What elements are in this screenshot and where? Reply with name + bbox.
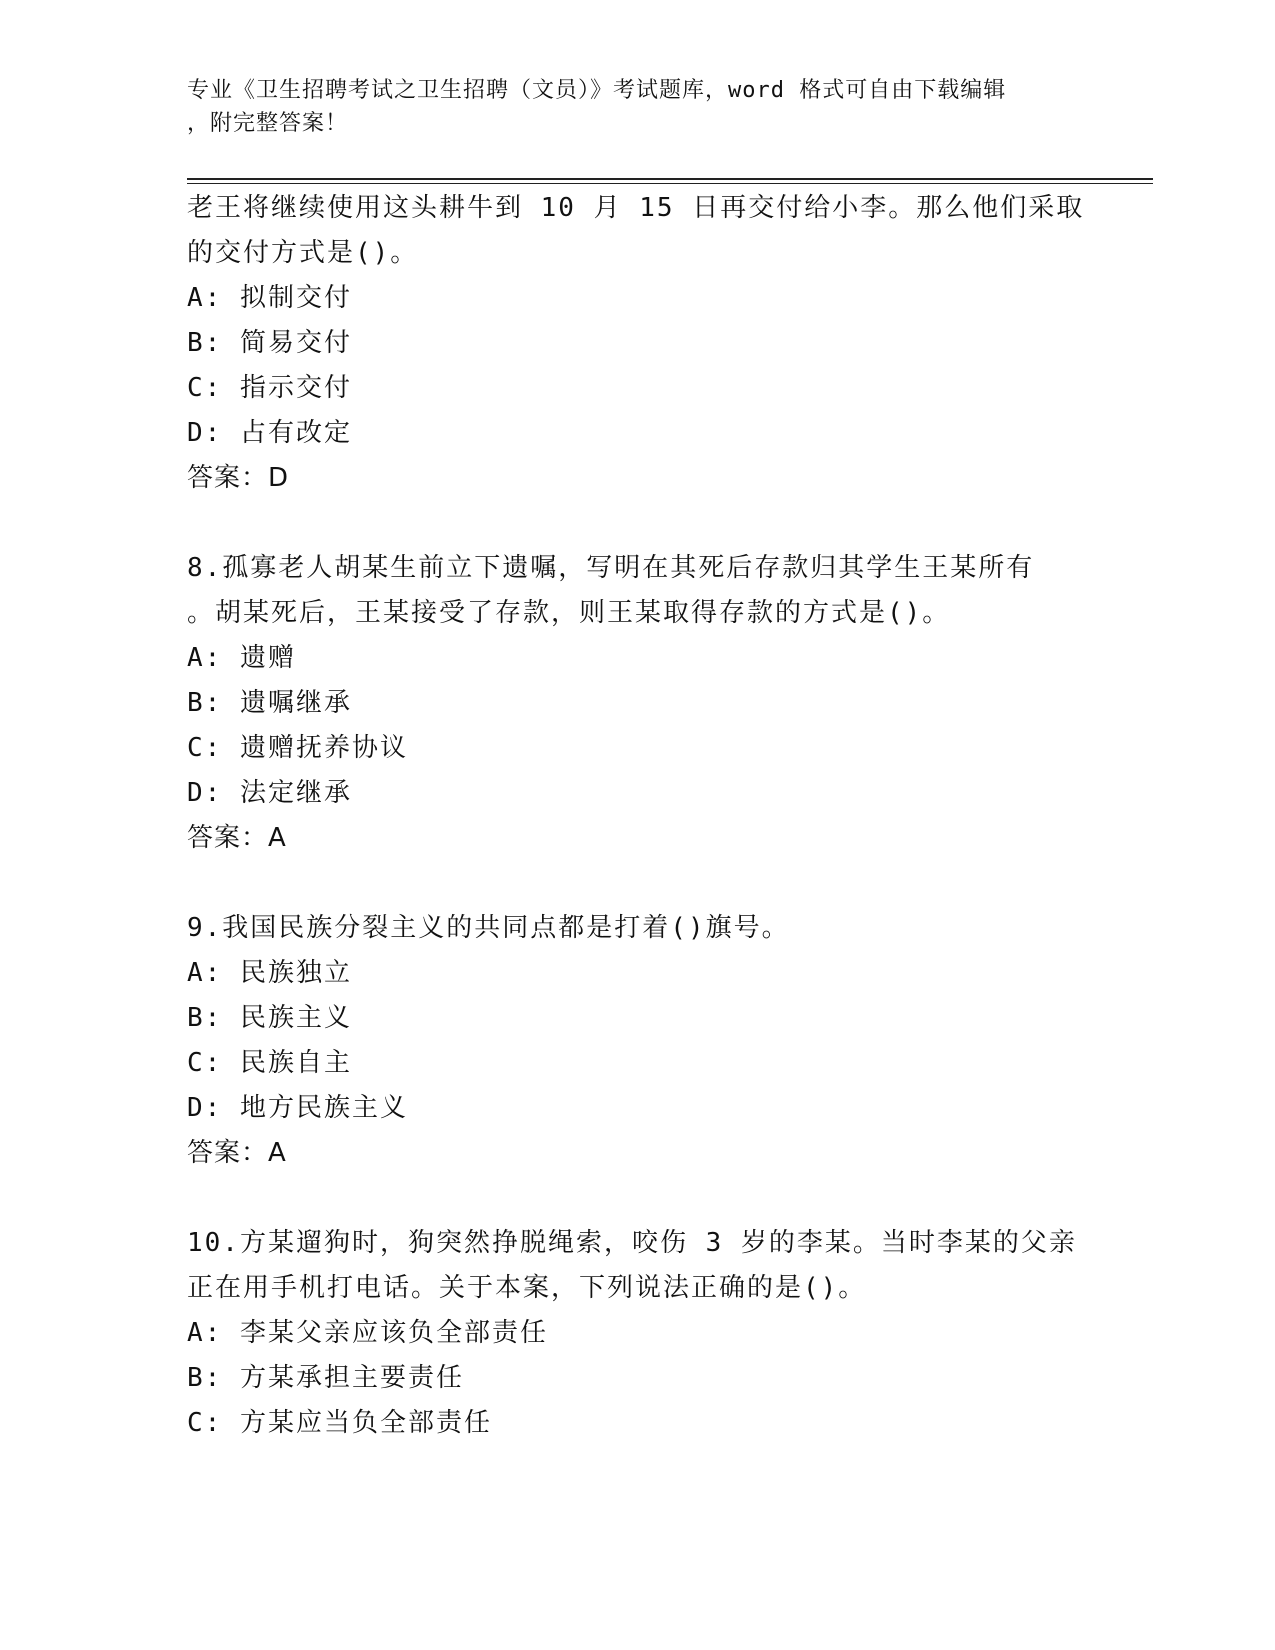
question-item: [187, 546, 1087, 861]
option-c: C: 指示交付: [187, 373, 352, 403]
spacer: [187, 861, 1087, 906]
option-b: B: 遗嘱继承: [187, 688, 352, 718]
answer-text: 答案：D: [187, 463, 290, 493]
answer-text: 答案：A: [187, 1138, 287, 1168]
option-b: B: 简易交付: [187, 328, 352, 358]
option-b: B: 民族主义: [187, 1003, 352, 1033]
option-a: A: 李某父亲应该负全部责任: [187, 1318, 548, 1348]
question-stem: 。胡某死后，王某接受了存款，则王某取得存款的方式是()。: [187, 598, 951, 628]
question-stem: 9.我国民族分裂主义的共同点都是打着()旗号。: [187, 913, 790, 943]
option-a: A: 拟制交付: [187, 283, 352, 313]
spacer: [187, 501, 1087, 546]
option-d: D: 地方民族主义: [187, 1093, 408, 1123]
question-stem: 正在用手机打电话。关于本案，下列说法正确的是()。: [187, 1273, 867, 1303]
question-item: [187, 1221, 1087, 1446]
question-stem: 老王将继续使用这头耕牛到 10 月 15 日再交付给小李。那么他们采取: [187, 193, 1085, 223]
question-item: [187, 906, 1087, 1176]
option-c: C: 遗赠抚养协议: [187, 733, 408, 763]
option-b: B: 方某承担主要责任: [187, 1363, 464, 1393]
question-list: [187, 186, 1087, 1446]
spacer: [187, 1176, 1087, 1221]
question-item: [187, 186, 1087, 501]
header-divider-thin: [187, 183, 1153, 184]
answer-text: 答案：A: [187, 823, 287, 853]
question-stem: 8.孤寡老人胡某生前立下遗嘱，写明在其死后存款归其学生王某所有: [187, 553, 1035, 583]
header-title-line: 专业《卫生招聘考试之卫生招聘（文员）》考试题库，word 格式可自由下载编辑: [187, 78, 1007, 103]
document-header: [187, 74, 1067, 140]
question-stem: 的交付方式是()。: [187, 238, 419, 268]
question-stem: 10.方某遛狗时，狗突然挣脱绳索，咬伤 3 岁的李某。当时李某的父亲: [187, 1228, 1077, 1258]
option-a: A: 遗赠: [187, 643, 296, 673]
option-c: C: 民族自主: [187, 1048, 352, 1078]
option-d: D: 占有改定: [187, 418, 352, 448]
option-d: D: 法定继承: [187, 778, 352, 808]
option-a: A: 民族独立: [187, 958, 352, 988]
header-divider-thick: [187, 178, 1153, 180]
header-title-line-continued: ，附完整答案！: [187, 111, 349, 136]
option-c: C: 方某应当负全部责任: [187, 1408, 492, 1438]
